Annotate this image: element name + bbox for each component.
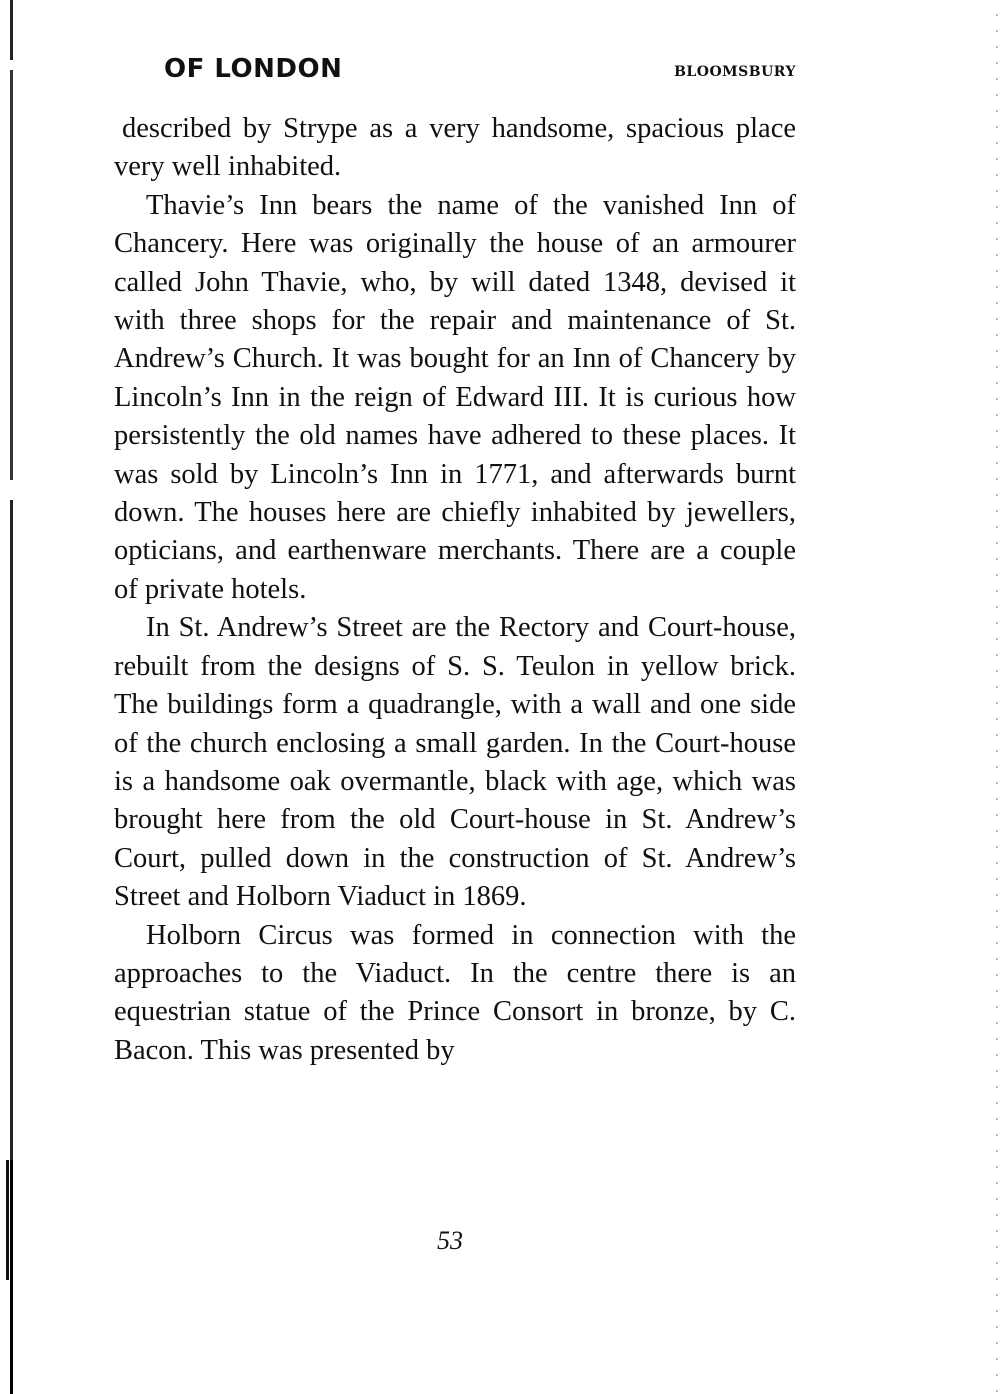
running-head-left: OF LONDON [164,54,343,84]
page-edge-artifact [996,0,998,1394]
paragraph-continued: described by Strype as a very handsome, spacious place very well inhabited. [114,113,796,183]
binding-shadow [10,0,13,1394]
body-text [114,110,796,1070]
binding-shadow-lower [6,1160,9,1280]
paragraph-holborn-circus: Holborn Circus was formed in connection with the approaches to the Viaduct. In the centre there is an equestrian statue of the Prince Consort in bronze, by C. Bacon. This was presented by [114,919,796,1066]
paragraph-st-andrews-street: In St. Andrew’s Street are the Rectory and Court-house, rebuilt from the designs of S. S. Teulon in yellow brick. The buildings form a quadrangle, with a wall and one side of the church enclosing a small garden. In the Court-house is a handsome oak overmantle, black with age, which was brought here from the old Court-house in St. Andrew’s Court, pulled down in the construction of St. Andrew’s Street and Holborn Viaduct in 1869. [114,612,796,913]
running-head-right: BLOOMSBURY [674,64,796,80]
paragraph-thavies-inn: Thavie’s Inn bears the name of the vanished Inn of Chancery. Here was originally the house of an armourer called John Thavie, who, by will dated 1348, devised it with three shops for the repair and maintenance of St. Andrew’s Church. It was bought for an Inn of Chancery by Lincoln’s Inn in the reign of Edward III. It is curious how persistently the old names have adhered to these places. It was sold by Lincoln’s Inn in 1771, and afterwards burnt down. The houses here are chiefly inhabited by jewellers, opticians, and earthenware merchants. There are a couple of private hotels. [114,189,796,605]
page-number: 53 [437,1226,463,1255]
running-header [164,54,796,90]
